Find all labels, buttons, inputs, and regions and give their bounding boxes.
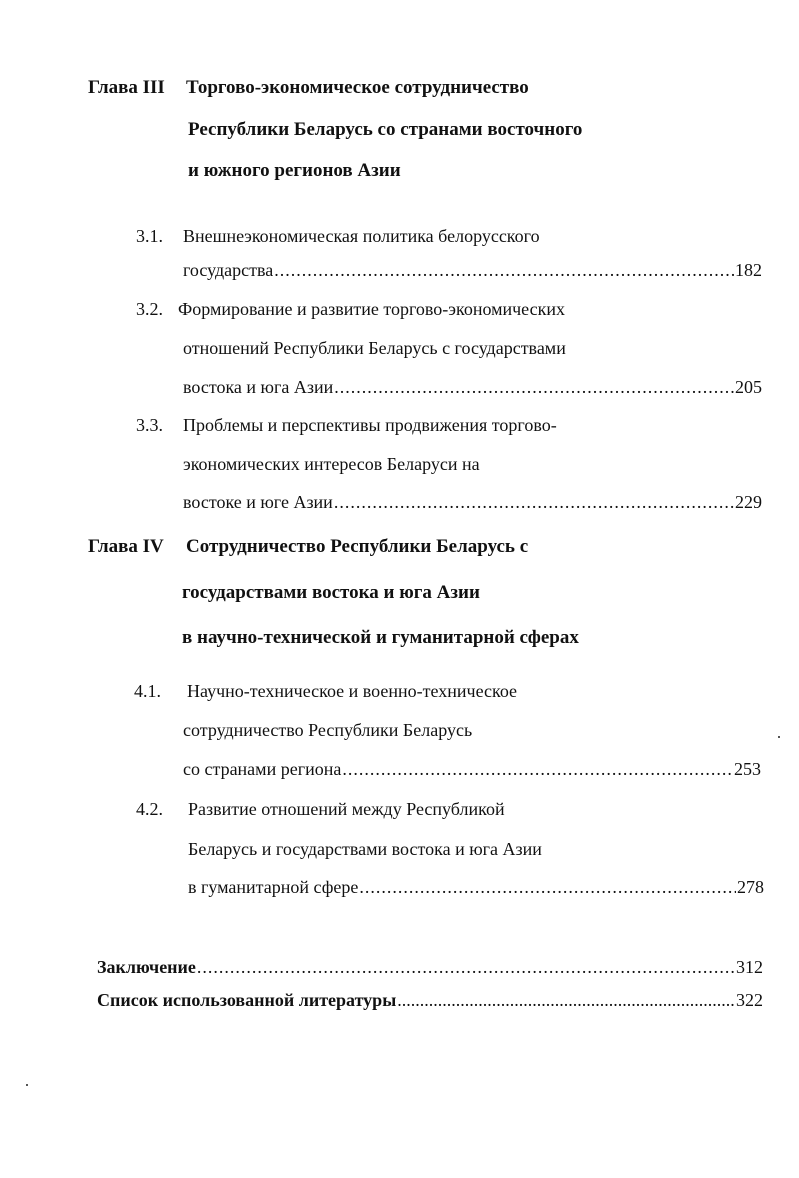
section-4-2-entry[interactable] [188, 877, 764, 898]
section-3-1-page: 182 [735, 260, 762, 280]
chapter-4-title-line-2: государствами востока и юга Азии [182, 582, 480, 603]
section-3-2-page: 205 [735, 377, 762, 397]
dot-leader [334, 377, 734, 398]
chapter-3-title-line-3: и южного регионов Азии [188, 160, 401, 181]
section-3-2-line-2: отношений Республики Беларусь с государствами [183, 338, 566, 358]
conclusion-label: Заключение [97, 957, 196, 977]
section-4-2-number: 4.2. [136, 799, 163, 819]
chapter-4-number: Глава IV [88, 536, 164, 557]
dot-leader [197, 957, 735, 978]
section-4-1-line-2: сотрудничество Республики Беларусь [183, 720, 473, 740]
bibliography-page: 322 [736, 990, 763, 1010]
section-4-2-line-2: Беларусь и государствами востока и юга Азии [188, 839, 542, 859]
section-3-1-line-2: государства [183, 260, 274, 280]
scan-speck [778, 736, 780, 738]
dot-leader [342, 759, 733, 780]
section-3-1-entry[interactable] [183, 260, 762, 281]
dot-leader [274, 260, 734, 281]
dot-leader [397, 990, 735, 1011]
section-4-1-line-3: со странами региона [183, 759, 342, 779]
section-3-1-number: 3.1. [136, 226, 163, 246]
section-3-3-number: 3.3. [136, 415, 163, 435]
section-4-1-number: 4.1. [134, 681, 161, 701]
chapter-4-title-line-3: в научно-технической и гуманитарной сферах [182, 627, 579, 648]
scan-speck [26, 1084, 28, 1086]
section-3-1-line-1: Внешнеэкономическая политика белорусского [183, 226, 540, 246]
section-3-3-entry[interactable] [183, 492, 762, 513]
section-3-3-page: 229 [735, 492, 762, 512]
section-3-2-entry[interactable] [183, 377, 762, 398]
section-4-1-line-1: Научно-техническое и военно-техническое [187, 681, 518, 701]
section-4-1-entry[interactable] [183, 759, 761, 780]
chapter-4-title-line-1: Сотрудничество Республики Беларусь с [186, 536, 529, 557]
section-4-1-page: 253 [734, 759, 761, 779]
chapter-3-title-line-1: Торгово-экономическое сотрудничество [186, 77, 529, 98]
chapter-3-number: Глава III [88, 77, 165, 98]
section-3-2-line-3: востока и юга Азии [183, 377, 334, 397]
bibliography-label: Список использованной литературы [97, 990, 397, 1010]
section-3-2-line-1: Формирование и развитие торгово-экономических [178, 299, 565, 319]
section-4-2-line-1: Развитие отношений между Республикой [188, 799, 505, 819]
section-3-2-number: 3.2. [136, 299, 163, 319]
section-3-3-line-1: Проблемы и перспективы продвижения торгово- [183, 415, 557, 435]
bibliography-entry[interactable] [97, 990, 763, 1011]
dot-leader [359, 877, 736, 898]
dot-leader [334, 492, 734, 513]
conclusion-page: 312 [736, 957, 763, 977]
section-3-3-line-3: востоке и юге Азии [183, 492, 333, 512]
section-3-3-line-2: экономических интересов Беларуси на [183, 454, 480, 474]
conclusion-entry[interactable] [97, 957, 763, 978]
section-4-2-page: 278 [737, 877, 764, 897]
chapter-3-title-line-2: Республики Беларусь со странами восточного [188, 119, 583, 140]
section-4-2-line-3: в гуманитарной сфере [188, 877, 359, 897]
